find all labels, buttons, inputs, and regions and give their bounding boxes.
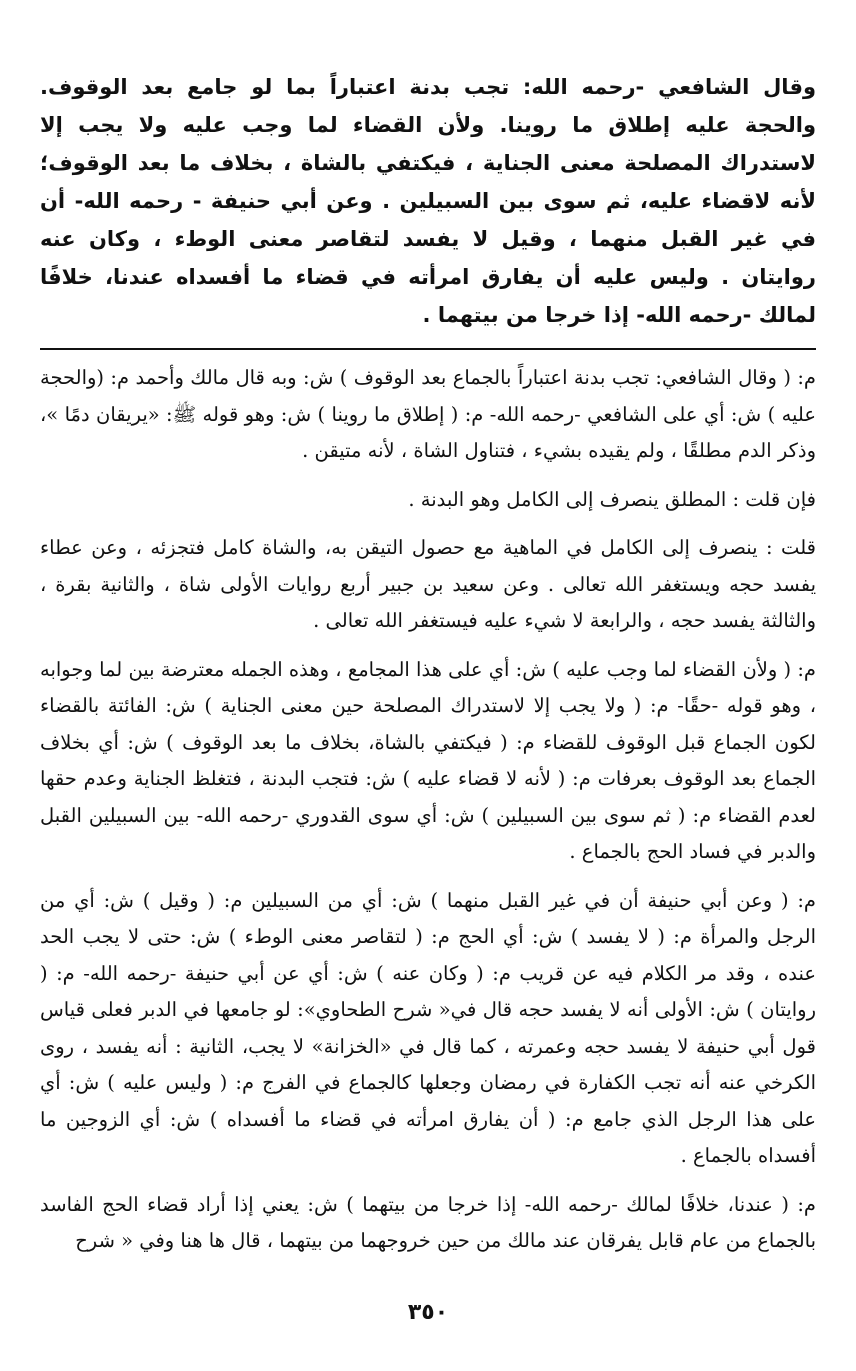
- main-text-paragraph: وقال الشافعي -رحمه الله: تجب بدنة اعتباراً بما لو جامع بعد الوقوف. والحجة عليه إطلاق ما روينا. ولأن القضاء لما وجب عليه ولا يجب إلا لاستدراك المصلحة معنى الجناية ، فيكتفي بالشاة ، بخلاف ما بعد الوقوف؛ لأنه لاقضاء عليه، ثم سوى بين السبيلين . وعن أبي حنيفة - رحمه الله- أن في غير القبل منهما ، وقيل لا يفسد لتقاصر معنى الوطء ، وكان عنه روايتان . وليس عليه أن يفارق امرأته في قضاء ما أفسداه عندنا، خلافًا لمالك -رحمه الله- إذا خرجا من بيتهما .: [40, 75, 816, 327]
- commentary-paragraph: م: ( ولأن القضاء لما وجب عليه ) ش: أي على هذا المجامع ، وهذه الجمله معترضة بين لما وجوابه ، وهو قوله -حقًا- م: ( ولا يجب إلا لاستدراك المصلحة حين معنى الجناية ) ش: الفائتة بالقضاء لكون الجماع قبل الوقوف للقضاء م: ( فيكتفي بالشاة، بخلاف ما بعد الوقوف ) ش: أي بخلاف الجماع بعد الوقوف بعرفات م: ( لأنه لا قضاء عليه ) ش: فتجب البدنة ، فتغلظ الجناية وعدم حقها لعدم القضاء م: ( ثم سوى بين السبيلين ) ش: أي سوى القدوري -رحمه الله- بين السبيلين القبل والدبر في فساد الحج بالجماع .: [40, 657, 816, 863]
- commentary-section: [40, 360, 816, 1260]
- commentary-paragraph: م: ( وعن أبي حنيفة أن في غير القبل منهما ) ش: أي من السبيلين م: ( وقيل ) ش: أي من الرجل والمرأة م: ( لا يفسد ) ش: أي الحج م: ( لتقاصر معنى الوطء ) ش: حتى لا يجب الحد عنده ، وقد مر الكلام فيه عن قريب م: ( وكان عنه ) ش: أي عن أبي حنيفة -رحمه الله- م: ( روايتان ) ش: الأولى أنه لا يفسد حجه قال في« شرح الطحاوي»: لو جامعها في الدبر فعلى قياس قول أبي حنيفة لا يفسد حجه وعمرته ، كما قال في «الخزانة» لا يجب، الثانية : أنه يفسد ، روى الكرخي عنه أنه تجب الكفارة في رمضان وجعلها كالجماع في الفرج م: ( وليس عليه ) ش: أي على هذا الرجل الذي جامع م: ( أن يفارق امرأته في قضاء ما أفسداه ) ش: أي الزوجين ما أفسداه بالجماع .: [40, 888, 816, 1167]
- page-number: ٣٥٠: [407, 1300, 449, 1325]
- separator-rule: [40, 348, 816, 350]
- commentary-paragraph: م: ( وقال الشافعي: تجب بدنة اعتباراً بالجماع بعد الوقوف ) ش: وبه قال مالك وأحمد م: (والحجة عليه ) ش: أي على الشافعي -رحمه الله- م: ( إطلاق ما روينا ) ش: وهو قوله ﷺ: «يريقان دمًا »، وذكر الدم مطلقًا ، ولم يقيده بشيء ، فتناول الشاة ، لأنه متيقن .: [40, 366, 816, 462]
- commentary-paragraph: م: ( عندنا، خلافًا لمالك -رحمه الله- إذا خرجا من بيتهما ) ش: يعني إذا أراد قضاء الحج الفاسد بالجماع من عام قابل يفرقان عند مالك من حين خروجهما من بيتهما ، قال ها هنا وفي « شرح: [40, 1192, 816, 1252]
- commentary-paragraph: قلت : ينصرف إلى الكامل في الماهية مع حصول التيقن به، والشاة كامل فتجزئه ، وعن عطاء يفسد حجه ويستغفر الله تعالى . وعن سعيد بن جبير أربع روايات الأولى شاة ، والثانية بقرة ، والثالثة يفسد حجه ، والرابعة لا شيء عليه فيستغفر الله تعالى .: [40, 536, 816, 632]
- commentary-paragraph: فإن قلت : المطلق ينصرف إلى الكامل وهو البدنة .: [408, 487, 816, 511]
